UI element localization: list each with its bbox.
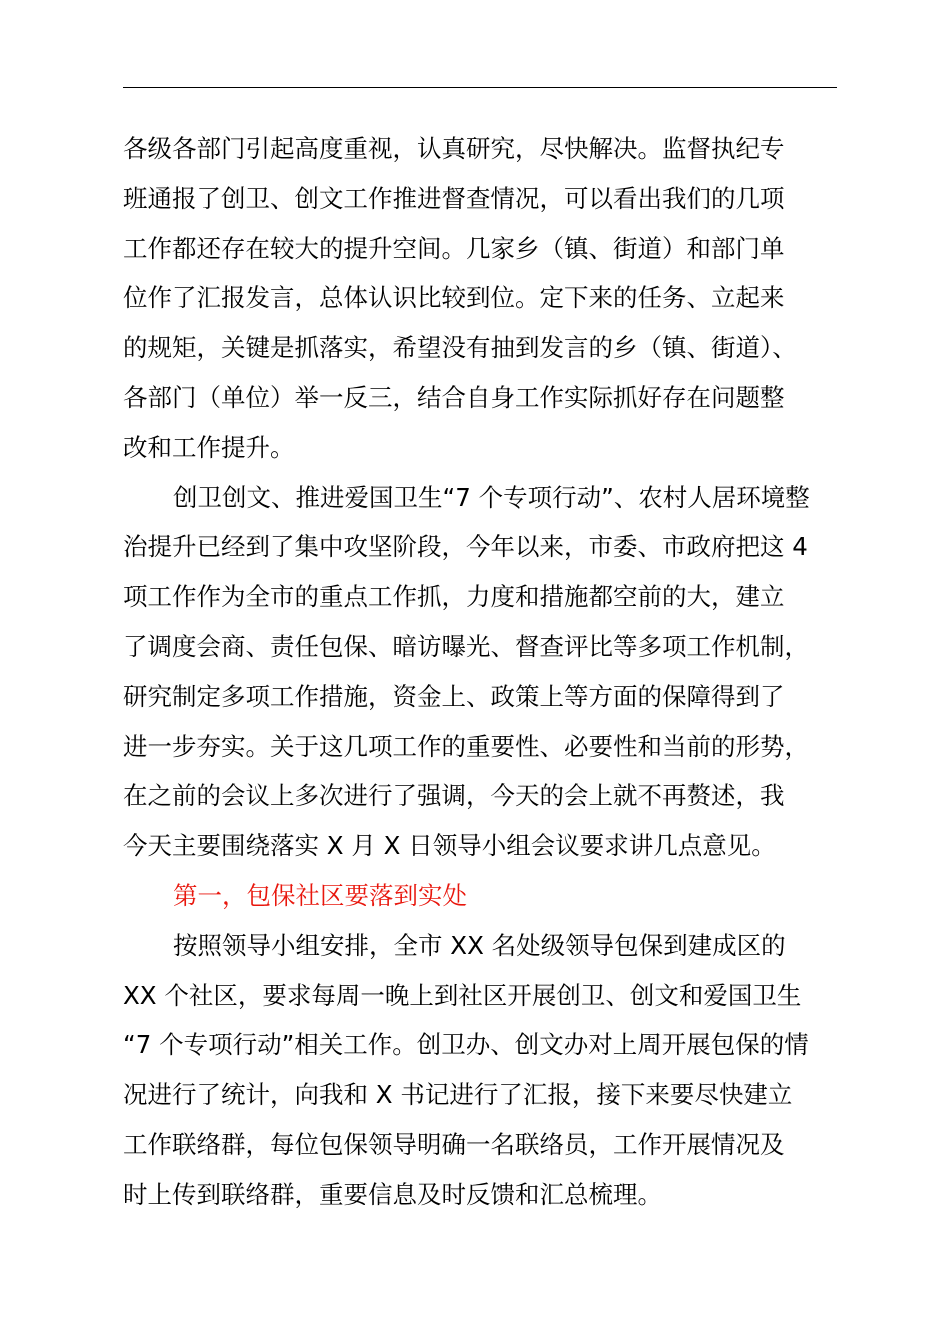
text-line: 时上传到联络群，重要信息及时反馈和汇总梳理。	[123, 1179, 662, 1209]
text-line: 研究制定多项工作措施，资金上、政策上等方面的保障得到了	[123, 681, 785, 711]
text-line: 的规矩，关键是抓落实，希望没有抽到发言的乡（镇、街道）、	[123, 333, 797, 363]
text-line: 了调度会商、责任包保、暗访曝光、督查评比等多项工作机制，	[123, 631, 809, 661]
paragraph-2	[123, 473, 837, 871]
text-line: 改和工作提升。	[123, 432, 295, 462]
text-line: 项工作作为全市的重点工作抓，力度和措施都空前的大，建立	[123, 582, 785, 612]
text-line: 创卫创文、推进爱国卫生“7 个专项行动”、农村人居环境整	[173, 482, 810, 512]
header-rule	[123, 87, 837, 88]
text-line: 治提升已经到了集中攻坚阶段，今年以来，市委、市政府把这 4	[123, 532, 808, 562]
text-line: 工作联络群，每位包保领导明确一名联络员，工作开展情况及	[123, 1129, 785, 1159]
text-line: 在之前的会议上多次进行了强调，今天的会上就不再赘述，我	[123, 781, 785, 811]
text-line: “7 个专项行动”相关工作。创卫办、创文办对上周开展包保的情	[123, 1030, 809, 1060]
paragraph-1	[123, 124, 837, 473]
text-line: 工作都还存在较大的提升空间。几家乡（镇、街道）和部门单	[123, 233, 785, 263]
text-line: 各级各部门引起高度重视，认真研究，尽快解决。监督执纪专	[123, 134, 785, 163]
text-line: 班通报了创卫、创文工作推进督查情况，可以看出我们的几项	[123, 183, 785, 213]
text-line: 况进行了统计，向我和 X 书记进行了汇报，接下来要尽快建立	[123, 1080, 793, 1110]
text-line: 各部门（单位）举一反三，结合自身工作实际抓好存在问题整	[123, 382, 785, 412]
text-line: 位作了汇报发言，总体认识比较到位。定下来的任务、立起来	[123, 283, 785, 313]
document-body	[123, 124, 837, 1220]
text-line: 按照领导小组安排，全市 XX 名处级领导包保到建成区的	[173, 930, 786, 960]
text-line: XX 个社区，要求每周一晚上到社区开展创卫、创文和爱国卫生	[123, 980, 802, 1010]
text-line: 进一步夯实。关于这几项工作的重要性、必要性和当前的形势，	[123, 731, 809, 761]
paragraph-3	[123, 921, 837, 1220]
text-line: 今天主要围绕落实 X 月 X 日领导小组会议要求讲几点意见。	[123, 831, 776, 861]
section-heading: 第一，包保社区要落到实处	[173, 880, 467, 910]
